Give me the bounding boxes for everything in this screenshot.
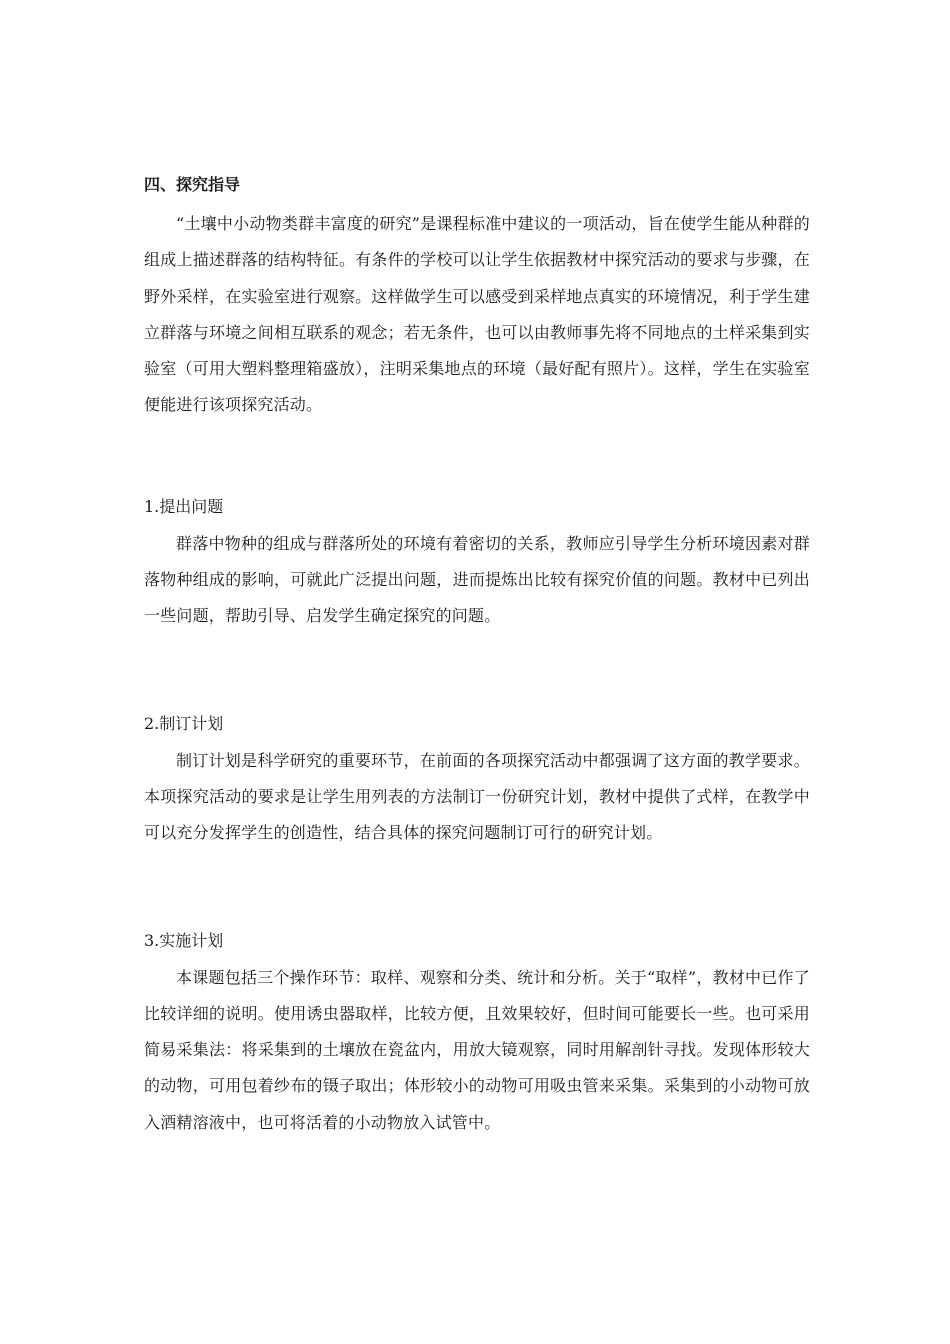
step-heading-3: 3.实施计划 (144, 930, 224, 950)
step-body-2: 制订计划是科学研究的重要环节，在前面的各项探究活动中都强调了这方面的教学要求。本项探究活动的要求是让学生用列表的方法制订一份研究计划，教材中提供了式样，在教学中可以充分发挥学生的创造性，结合具体的探究问题制订可行的研究计划。 (144, 750, 810, 843)
document-content (144, 170, 810, 1141)
step-body-1: 群落中物种的组成与群落所处的环境有着密切的关系，教师应引导学生分析环境因素对群落物种组成的影响，可就此广泛提出问题，进而提炼出比较有探究价值的问题。教材中已列出一些问题，帮助引导、启发学生确定探究的问题。 (144, 533, 810, 626)
step-heading-2: 2.制订计划 (144, 713, 224, 733)
spacer (144, 852, 810, 926)
step-body-3: 本课题包括三个操作环节：取样、观察和分类、统计和分析。关于“取样”，教材中已作了比较详细的说明。使用诱虫器取样，比较方便，且效果较好，但时间可能要长一些。也可采用简易采集法：将采集到的土壤放在瓷盆内，用放大镜观察，同时用解剖针寻找。发现体形较大的动物，可用包着纱布的镊子取出；体形较小的动物可用吸虫管来采集。采集到的小动物可放入酒精溶液中，也可将活着的小动物放入试管中。 (144, 967, 810, 1132)
section-title: 四、探究指导 (144, 175, 241, 194)
step-heading-1: 1.提出问题 (144, 496, 224, 516)
spacer (144, 635, 810, 709)
intro-paragraph: “土壤中小动物类群丰富度的研究”是课程标准中建议的一项活动，旨在使学生能从种群的组成上描述群落的结构特征。有条件的学校可以让学生依据教材中探究活动的要求与步骤，在野外采样，在实验室进行观察。这样做学生可以感受到采样地点真实的环境情况，利于学生建立群落与环境之间相互联系的观念；若无条件，也可以由教师事先将不同地点的土样采集到实验室（可用大塑料整理箱盛放），注明采集地点的环境（最好配有照片）。这样，学生在实验室便能进行该项探究活动。 (144, 214, 810, 415)
spacer (144, 424, 810, 492)
